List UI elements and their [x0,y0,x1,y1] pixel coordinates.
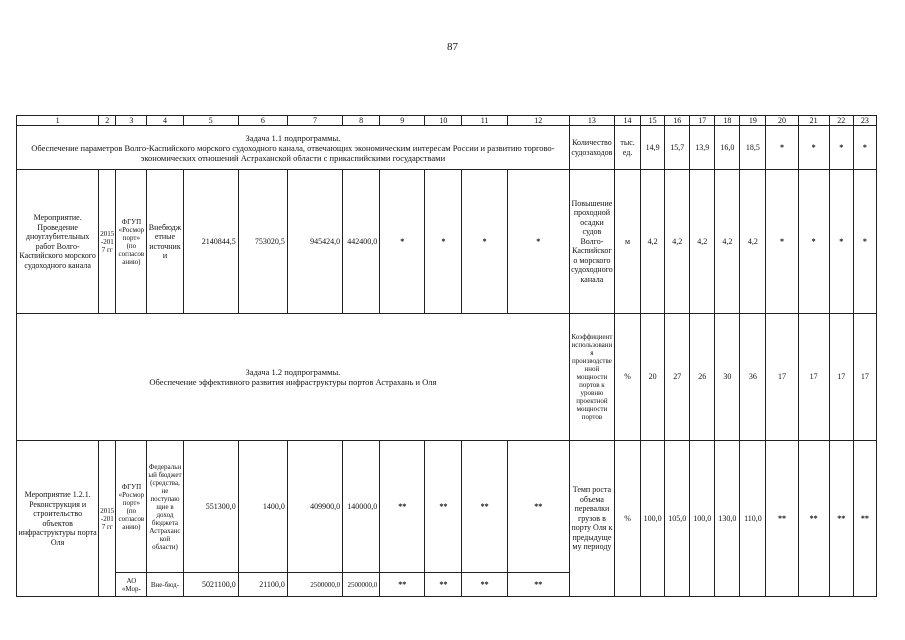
measure-2017: 442400,0 [343,170,380,314]
measure-executor: ФГУП «Росморпорт» (по согласованию) [116,170,147,314]
col-header: 9 [380,116,425,126]
measure-future: ** [462,573,507,597]
measure-future: ** [507,573,569,597]
value-cell: 16,0 [715,126,740,170]
value-cell: * [766,126,798,170]
col-header: 13 [569,116,614,126]
measure-future: ** [507,441,569,573]
measure-source: Внебюджетные источники [147,170,183,314]
task-row [17,126,877,170]
measure-period: 2015-2017 гг [99,170,116,314]
value-cell: * [829,126,853,170]
col-header: 1 [17,116,99,126]
value-cell: 100,0 [690,441,715,597]
measure-total: 551300,0 [183,441,238,573]
measure-executor: ФГУП «Росморпорт» (по согласованию) [116,441,147,573]
value-cell: 105,0 [665,441,690,597]
measure-executor: АО «Мор- [116,573,147,597]
task-title-line2: Обеспечение параметров Волго-Каспийского морского судоходного канала, отвечающих экономическим интересам России и развитию торгово-экономических отношений Астраханской области с прикаспийскими государствами [31,142,555,163]
measure-2016: 2500000,0 [287,573,342,597]
measure-future: ** [380,573,425,597]
value-cell: 20 [641,314,665,441]
program-table [16,115,877,597]
measure-2015: 753020,5 [238,170,287,314]
col-header: 18 [715,116,740,126]
col-header: 23 [853,116,876,126]
value-cell: ** [766,441,798,597]
value-cell: 27 [665,314,690,441]
value-cell: 4,2 [641,170,665,314]
unit-cell: % [615,441,641,597]
measure-total: 5021100,0 [183,573,238,597]
measure-future: ** [462,441,507,573]
col-header: 12 [507,116,569,126]
value-cell: * [853,170,876,314]
measure-period: 2015-2017 гг [99,441,116,597]
value-cell: 4,2 [665,170,690,314]
col-header: 16 [665,116,690,126]
measure-future: * [425,170,462,314]
measure-2016: 409900,0 [287,441,342,573]
measure-future: ** [425,441,462,573]
value-cell: 17 [798,314,829,441]
value-cell: 14,9 [641,126,665,170]
col-header: 6 [238,116,287,126]
col-header: 19 [740,116,766,126]
col-header: 22 [829,116,853,126]
col-header: 7 [287,116,342,126]
measure-future: ** [425,573,462,597]
measure-name: Мероприятие. Проведение дноуглубительных работ Волго-Каспийского морского судоходного канала [17,170,99,314]
value-cell: 30 [715,314,740,441]
measure-future: * [380,170,425,314]
value-cell: * [798,126,829,170]
value-cell: ** [829,441,853,597]
indicator-cell: Коэффициент использования производственной мощности портов к уровню проектной мощности портов [569,314,614,441]
unit-cell: % [615,314,641,441]
value-cell: 4,2 [715,170,740,314]
col-header: 8 [343,116,380,126]
unit-cell: тыс. ед. [615,126,641,170]
task-title [17,126,570,170]
col-header: 17 [690,116,715,126]
col-header: 4 [147,116,183,126]
measure-future: ** [380,441,425,573]
task-title-line2: Обеспечение эффективного развития инфраструктуры портов Астрахань и Оля [149,377,437,387]
measure-row [17,170,877,314]
value-cell: 15,7 [665,126,690,170]
value-cell: ** [798,441,829,597]
indicator-cell: Темп роста объема перевалки грузов в порту Оля к предыдущему периоду [569,441,614,597]
page-number: 87 [447,41,458,53]
value-cell: 17 [766,314,798,441]
value-cell: 26 [690,314,715,441]
col-header: 15 [641,116,665,126]
measure-2017: 2500000,0 [343,573,380,597]
value-cell: * [798,170,829,314]
value-cell: * [829,170,853,314]
value-cell: 17 [829,314,853,441]
measure-2017: 140000,0 [343,441,380,573]
value-cell: * [766,170,798,314]
measure-source: Вне-бюд- [147,573,183,597]
col-header: 3 [116,116,147,126]
value-cell: 36 [740,314,766,441]
measure-2015: 1400,0 [238,441,287,573]
measure-name: Мероприятие 1.2.1. Реконструкция и строительство объектов инфраструктуры порта Оля [17,441,99,597]
value-cell: 100,0 [641,441,665,597]
value-cell: 110,0 [740,441,766,597]
task-title [17,314,570,441]
unit-cell: м [615,170,641,314]
col-header: 11 [462,116,507,126]
value-cell: ** [853,441,876,597]
col-header: 2 [99,116,116,126]
task-title-line1: Задача 1.1 подпрограммы. [245,132,341,143]
measure-2015: 21100,0 [238,573,287,597]
measure-future: * [462,170,507,314]
value-cell: 4,2 [740,170,766,314]
column-number-row [17,116,877,126]
indicator-cell: Количество судозаходов [569,126,614,170]
measure-future: * [507,170,569,314]
task-title-line1: Задача 1.2 подпрограммы. [245,367,341,377]
measure-source: Федеральный бюджет (средства, не поступающие в доход бюджета Астраханской области) [147,441,183,573]
col-header: 5 [183,116,238,126]
measure-total: 2140844,5 [183,170,238,314]
task-row [17,314,877,441]
value-cell: 18,5 [740,126,766,170]
value-cell: 130,0 [715,441,740,597]
col-header: 21 [798,116,829,126]
value-cell: 4,2 [690,170,715,314]
indicator-cell: Повышение проходной осадки судов Волго-Каспийского морского судоходного канала [569,170,614,314]
col-header: 14 [615,116,641,126]
measure-row [17,441,877,573]
value-cell: * [853,126,876,170]
value-cell: 17 [853,314,876,441]
measure-2016: 945424,0 [287,170,342,314]
col-header: 10 [425,116,462,126]
col-header: 20 [766,116,798,126]
value-cell: 13,9 [690,126,715,170]
